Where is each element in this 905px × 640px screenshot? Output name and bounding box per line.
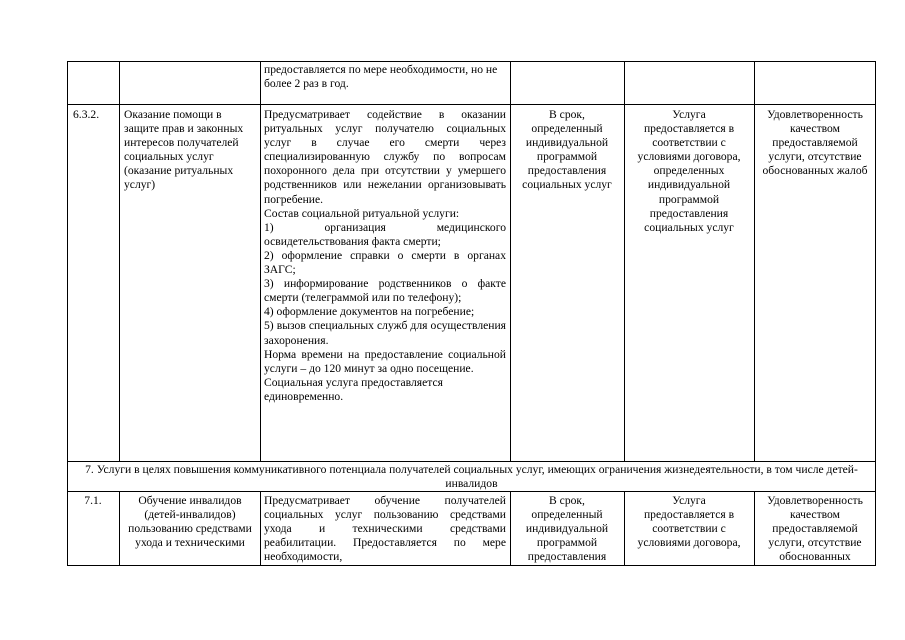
row-632-description-paragraph: 5) вызов специальных служб для осуществления захоронения. — [264, 319, 506, 347]
row-632-description-paragraph: Социальная услуга предоставляется единовременно. — [264, 375, 443, 403]
row-632-number: 6.3.2. — [73, 108, 100, 121]
row-632-description-paragraph: Предусматривает содействие в оказании ритуальных услуг получателю социальных услуг в случае его смерти через специализированную службу по вопросам похоронного дела при отсутствии у умершего родственников или нежелании организовывать погребение. — [264, 108, 506, 206]
row-632-conditions: Услуга предоставляется в соответствии с условиями договора, определенных индивидуальной программой предоставления социальных услуг — [637, 108, 741, 234]
section-7-title: 7. Услуги в целях повышения коммуникативного потенциала получателей социальных услуг, имеющих ограничения жизнедеятельности, в том числе детей-инвалидов — [85, 463, 858, 491]
row-71-number: 7.1. — [84, 494, 102, 507]
table-border-left — [67, 61, 68, 566]
column-divider — [119, 491, 120, 566]
row-71-name: Обучение инвалидов (детей-инвалидов) пользованию средствами ухода и техническими — [128, 494, 252, 550]
column-divider — [624, 61, 625, 461]
column-divider — [260, 61, 261, 461]
column-divider — [510, 61, 511, 461]
row-632-name-text: Оказание помощи в защите прав и законных интересов получателей социальных услуг (оказание ритуальных услуг) — [124, 108, 244, 192]
row-71-term: В срок, определенный индивидуальной программой предоставления — [525, 494, 609, 564]
row-632-description-paragraph: 2) оформление справки о смерти в органах ЗАГС; — [264, 248, 506, 277]
top-row-description — [264, 63, 506, 91]
row-71-evaluation: Удовлетворенность качеством предоставляемой услуги, отсутствие обоснованных — [767, 494, 863, 564]
row-divider — [67, 461, 876, 462]
row-632-description-paragraph: Состав социальной ритуальной услуги: — [264, 206, 460, 220]
column-divider — [119, 61, 120, 461]
row-632-description-paragraph: 3) информирование родственников о факте смерти (телеграммой или по телефону); — [264, 277, 506, 305]
services-table — [67, 61, 876, 566]
row-71-description-text: Предусматривает обучение получателей социальных услуг пользованию средствами ухода и техническими средствами реабилитации. Предоставляется по мере необходимости, — [264, 494, 506, 564]
table-border-right — [875, 61, 876, 566]
row-632-description-paragraph: 4) оформление документов на погребение; — [264, 305, 475, 319]
top-row-description-text: предоставляется по мере необходимости, но не более 2 раз в год. — [264, 63, 498, 91]
row-71-conditions: Услуга предоставляется в соответствии с условиями договора, — [637, 494, 741, 550]
row-632-term: В срок, определенный индивидуальной программой предоставления социальных услуг — [522, 108, 612, 192]
column-divider — [754, 491, 755, 566]
row-71-description — [264, 494, 506, 564]
row-632-description — [264, 108, 506, 404]
row-632-name — [124, 108, 256, 193]
column-divider — [624, 491, 625, 566]
column-divider — [754, 61, 755, 461]
column-divider — [260, 491, 261, 566]
row-632-description-paragraph: 1) организация медицинского освидетельствования факта смерти; — [264, 220, 506, 248]
row-632-description-paragraph: Норма времени на предоставление социальной услуги – до 120 минут за одно посещение. — [264, 347, 506, 375]
column-divider — [510, 491, 511, 566]
row-632-evaluation: Удовлетворенность качеством предоставляемой услуги, отсутствие обоснованных жалоб — [762, 108, 868, 178]
